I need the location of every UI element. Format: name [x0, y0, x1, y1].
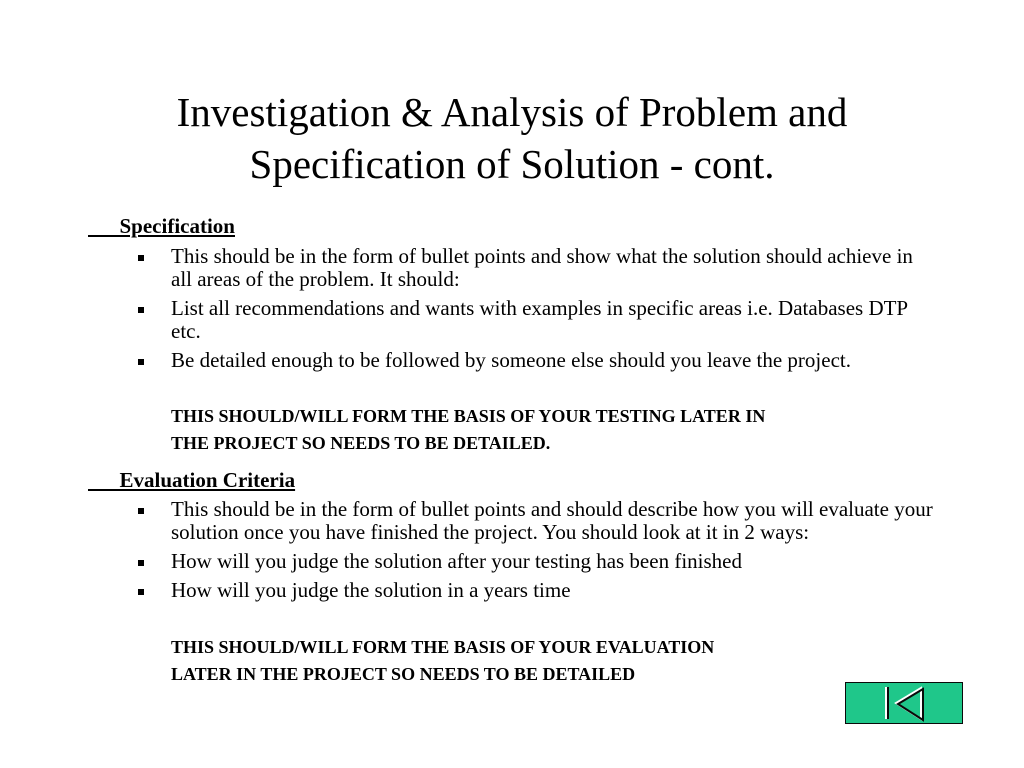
specification-bullet-list — [138, 245, 938, 378]
list-item — [138, 579, 938, 602]
list-item — [138, 498, 938, 544]
first-slide-button[interactable] — [845, 682, 963, 724]
bullet-text: List all recommendations and wants with examples in specific areas i.e. Databases DTP etc. — [171, 296, 908, 343]
evaluation-note-line-1: THIS SHOULD/WILL FORM THE BASIS OF YOUR EVALUATION — [171, 637, 715, 657]
specification-heading: Specification — [88, 214, 235, 238]
bullet-text: This should be in the form of bullet points and show what the solution should achieve in all areas of the problem. It should: — [171, 244, 913, 291]
bullet-marker — [138, 508, 144, 514]
evaluation-bullet-list — [138, 498, 938, 608]
specification-note-line-2: THE PROJECT SO NEEDS TO BE DETAILED. — [171, 433, 551, 453]
specification-note-line-1: THIS SHOULD/WILL FORM THE BASIS OF YOUR TESTING LATER IN — [171, 406, 766, 426]
bullet-text: This should be in the form of bullet points and should describe how you will evaluate your solution once you have finished the project. You should look at it in 2 ways: — [171, 497, 933, 544]
list-item — [138, 297, 938, 343]
bullet-marker — [138, 560, 144, 566]
list-item — [138, 550, 938, 573]
first-slide-icon — [846, 683, 964, 725]
bullet-text: Be detailed enough to be followed by someone else should you leave the project. — [171, 348, 851, 372]
bullet-marker — [138, 359, 144, 365]
evaluation-note — [171, 634, 951, 688]
bullet-marker — [138, 255, 144, 261]
bullet-text: How will you judge the solution after your testing has been finished — [171, 549, 742, 573]
list-item — [138, 349, 938, 372]
slide-title-line-2: Specification of Solution - cont. — [249, 141, 775, 187]
bullet-text: How will you judge the solution in a years time — [171, 578, 571, 602]
bullet-marker — [138, 589, 144, 595]
specification-note — [171, 403, 951, 457]
slide-title-line-1: Investigation & Analysis of Problem and — [176, 89, 848, 135]
evaluation-criteria-heading: Evaluation Criteria — [88, 468, 296, 492]
list-item — [138, 245, 938, 291]
evaluation-note-line-2: LATER IN THE PROJECT SO NEEDS TO BE DETAILED — [171, 664, 636, 684]
bullet-marker — [138, 307, 144, 313]
slide-title — [100, 86, 924, 190]
